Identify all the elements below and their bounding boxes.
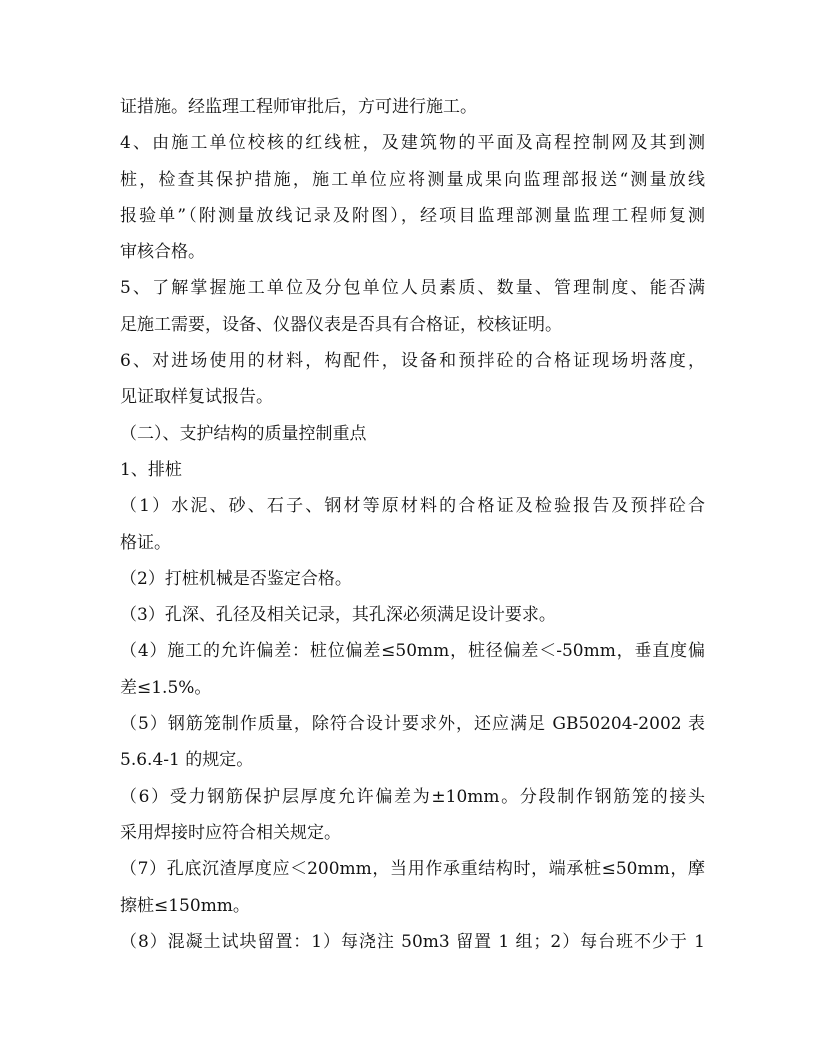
document-body bbox=[120, 89, 705, 960]
text-line: 足施工需要，设备、仪器仪表是否具有合格证，校核证明。 bbox=[120, 314, 562, 335]
text-line: （3）孔深、孔径及相关记录，其孔深必须满足设计要求。 bbox=[120, 605, 556, 626]
text-line: 6、对进场使用的材料，构配件，设备和预拌砼的合格证现场坍落度， bbox=[120, 351, 705, 372]
text-line: （8）混凝土试块留置：1）每浇注 50m3 留置 1 组；2）每台班不少于 1 bbox=[120, 931, 705, 952]
text-line: 见证取样复试报告。 bbox=[120, 387, 273, 408]
text-line: 采用焊接时应符合相关规定。 bbox=[120, 822, 341, 843]
text-line: （4）施工的允许偏差：桩位偏差≤50mm，桩径偏差＜-50mm，垂直度偏 bbox=[120, 641, 705, 662]
text-line: （1）水泥、砂、石子、钢材等原材料的合格证及检验报告及预拌砼合 bbox=[120, 496, 705, 517]
text-line: 4、由施工单位校核的红线桩，及建筑物的平面及高程控制网及其到测 bbox=[120, 133, 705, 154]
text-line: 审核合格。 bbox=[120, 242, 205, 263]
text-line: 报验单”（附测量放线记录及附图），经项目监理部测量监理工程师复测 bbox=[120, 205, 705, 226]
text-line: （7）孔底沉渣厚度应＜200mm，当用作承重结构时，端承桩≤50mm，摩 bbox=[120, 859, 705, 880]
text-line: （2）打桩机械是否鉴定合格。 bbox=[120, 568, 352, 589]
section-heading: （二）、支护结构的质量控制重点 bbox=[120, 423, 367, 444]
text-line: 桩，检查其保护措施，施工单位应将测量成果向监理部报送“测量放线 bbox=[120, 169, 705, 190]
text-line: 擦桩≤150mm。 bbox=[120, 895, 250, 916]
text-line: 差≤1.5%。 bbox=[120, 677, 212, 698]
text-line: （6）受力钢筋保护层厚度允许偏差为±10mm。分段制作钢筋笼的接头 bbox=[120, 786, 705, 807]
text-line: 5、了解掌握施工单位及分包单位人员素质、数量、管理制度、能否满 bbox=[120, 278, 705, 299]
text-line: 证措施。经监理工程师审批后，方可进行施工。 bbox=[120, 97, 477, 117]
text-line: 5.6.4-1 的规定。 bbox=[120, 750, 254, 771]
subsection-heading: 1、排桩 bbox=[120, 459, 182, 480]
text-line: 格证。 bbox=[120, 532, 171, 553]
text-line: （5）钢筋笼制作质量，除符合设计要求外，还应满足 GB50204-2002 表 bbox=[120, 714, 705, 735]
